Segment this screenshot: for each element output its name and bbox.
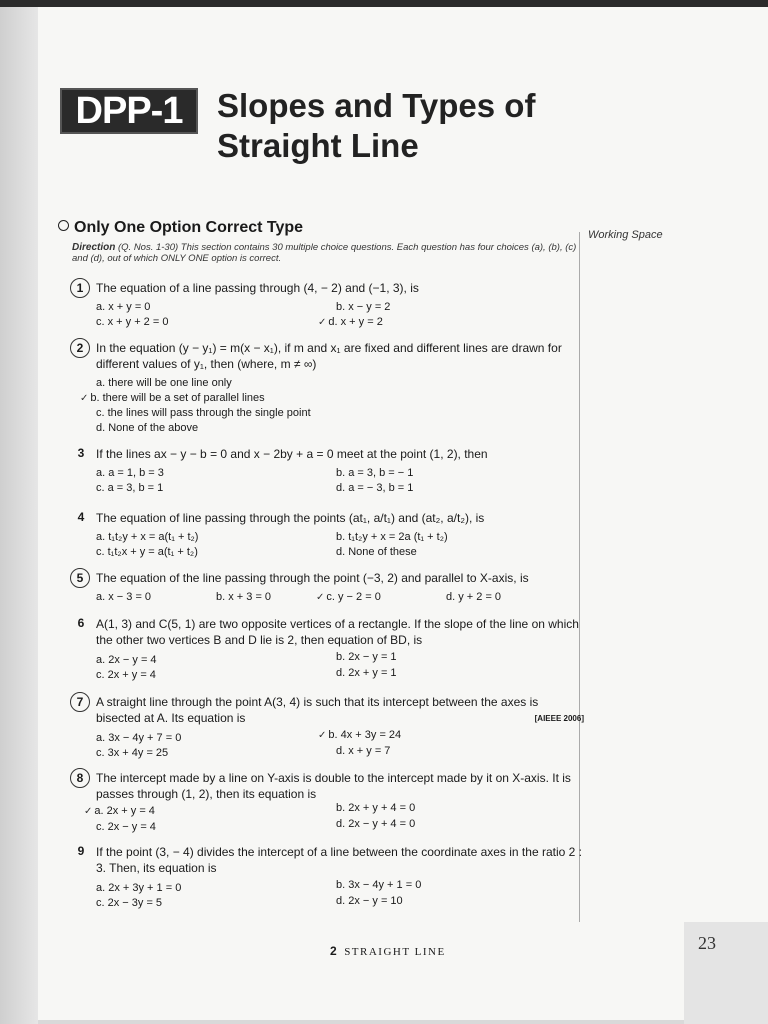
option-d: d. x + y = 7 — [336, 745, 391, 757]
option-d — [318, 315, 383, 330]
option-d: d. None of the above — [96, 422, 199, 434]
page-title — [217, 86, 535, 166]
question-number: 1 — [70, 278, 90, 298]
option-b-text: b. there will be a set of parallel lines — [90, 392, 265, 404]
working-space-label: Working Space — [588, 229, 663, 241]
option-d-text: d. x + y = 2 — [328, 316, 383, 328]
checkmark-icon: ✓ — [84, 806, 93, 817]
option-c: c. 2x − y = 4 — [96, 821, 156, 833]
option-c-text: c. y − 2 = 0 — [326, 591, 381, 603]
question-number: 6 — [77, 616, 85, 630]
page-corner — [684, 922, 768, 1024]
section-heading — [58, 219, 303, 237]
option-d: d. a = − 3, b = 1 — [336, 482, 414, 494]
section-heading-text: Only One Option Correct Type — [74, 219, 304, 236]
option-c: c. 2x + y = 4 — [96, 669, 156, 681]
option-a: a. 2x − y = 4 — [96, 654, 157, 666]
option-b-text: b. 4x + 3y = 24 — [328, 729, 402, 741]
option-c: c. a = 3, b = 1 — [96, 482, 164, 494]
checkmark-icon: ✓ — [316, 592, 325, 603]
option-b — [80, 391, 265, 406]
question-stem: The equation of line passing through the points (at₁, a/t₁) and (at₂, a/t₂), is — [96, 511, 485, 525]
top-border — [0, 0, 768, 7]
exam-tag: [AIEEE 2006] — [534, 714, 584, 723]
question-stem: If the lines ax − y − b = 0 and x − 2by + a = 0 meet at the point (1, 2), then — [96, 447, 488, 461]
option-a: a. x − 3 = 0 — [96, 591, 152, 603]
question-stem: The equation of a line passing through (4, − 2) and (−1, 3), is — [96, 281, 419, 295]
option-c: c. x + y + 2 = 0 — [96, 316, 169, 328]
page-number: 23 — [698, 933, 716, 953]
question-number: 2 — [70, 338, 90, 358]
option-d: d. 2x + y = 1 — [336, 667, 397, 679]
option-b: b. 2x − y = 1 — [336, 651, 397, 663]
option-d: d. 2x − y + 4 = 0 — [336, 818, 416, 830]
option-c — [316, 590, 381, 605]
question-stem: If the point (3, − 4) divides the intercept of a line between the coordinate axes in the ratio 2 : 3. Then, its equation is — [96, 845, 582, 875]
option-b: b. 3x − 4y + 1 = 0 — [336, 879, 422, 891]
question-stem-text: A straight line through the point A(3, 4) is such that its intercept between the axes is bisected at A. Its equation is — [96, 695, 539, 725]
option-b — [318, 728, 401, 743]
option-d: d. 2x − y = 10 — [336, 895, 403, 907]
option-a-text: a. 2x + y = 4 — [94, 805, 155, 817]
question-number: 9 — [77, 844, 85, 858]
option-c: c. t₁t₂x + y = a(t₁ + t₂) — [96, 546, 198, 558]
question-number: 4 — [77, 510, 85, 524]
option-c: c. 3x + 4y = 25 — [96, 747, 169, 759]
option-a: a. a = 1, b = 3 — [96, 467, 164, 479]
option-b: b. x − y = 2 — [336, 301, 391, 313]
question-number: 7 — [70, 692, 90, 712]
checkmark-icon: ✓ — [318, 317, 327, 328]
option-a: a. 2x + 3y + 1 = 0 — [96, 882, 182, 894]
option-a: a. x + y = 0 — [96, 301, 151, 313]
option-b: b. t₁t₂y + x = 2a (t₁ + t₂) — [336, 531, 448, 543]
bullet-icon — [58, 220, 69, 231]
option-b: b. a = 3, b = − 1 — [336, 467, 414, 479]
title-line-2: Straight Line — [217, 127, 419, 164]
option-b: b. x + 3 = 0 — [216, 591, 272, 603]
direction-text — [72, 242, 577, 264]
direction-body: (Q. Nos. 1-30) This section contains 30 multiple choice questions. Each question has four choices (a), (b), (c) and (d), out of which ONLY ONE option is correct. — [72, 242, 577, 264]
dpp-badge: DPP-1 — [60, 88, 198, 134]
question-stem: The equation of the line passing through the point (−3, 2) and parallel to X-axis, is — [96, 571, 529, 585]
chapter-number: 2 — [330, 944, 339, 958]
title-line-1: Slopes and Types of — [217, 87, 536, 124]
option-a: a. there will be one line only — [96, 377, 232, 389]
page-edge — [0, 0, 38, 1024]
question-stem — [96, 694, 584, 726]
option-d: d. None of these — [336, 546, 417, 558]
checkmark-icon: ✓ — [318, 730, 327, 741]
question-stem: In the equation (y − y₁) = m(x − x₁), if m and x₁ are fixed and different lines are drawn for different values of y₁, then (where, m ≠ ∞) — [96, 341, 562, 371]
option-c: c. 2x − 3y = 5 — [96, 897, 163, 909]
option-a: a. 3x − 4y + 7 = 0 — [96, 732, 182, 744]
option-b: b. 2x + y + 4 = 0 — [336, 802, 416, 814]
option-d: d. y + 2 = 0 — [446, 591, 502, 603]
chapter-name: STRAIGHT LINE — [344, 946, 446, 958]
question-number: 5 — [70, 568, 90, 588]
direction-label: Direction — [72, 242, 116, 253]
option-a — [84, 804, 155, 819]
question-stem: A(1, 3) and C(5, 1) are two opposite vertices of a rectangle. If the slope of the line on which the other two vertices B and D lie is 2, then equation of BD, is — [96, 617, 579, 647]
option-a: a. t₁t₂y + x = a(t₁ + t₂) — [96, 531, 199, 543]
question-number: 8 — [70, 768, 90, 788]
checkmark-icon: ✓ — [80, 393, 89, 404]
option-c: c. the lines will pass through the single point — [96, 407, 311, 419]
question-stem: The intercept made by a line on Y-axis is double to the intercept made by it on X-axis. It is passes through (1, 2), then its equation is — [96, 771, 571, 801]
chapter-footer — [330, 944, 446, 958]
question-number: 3 — [77, 446, 85, 460]
